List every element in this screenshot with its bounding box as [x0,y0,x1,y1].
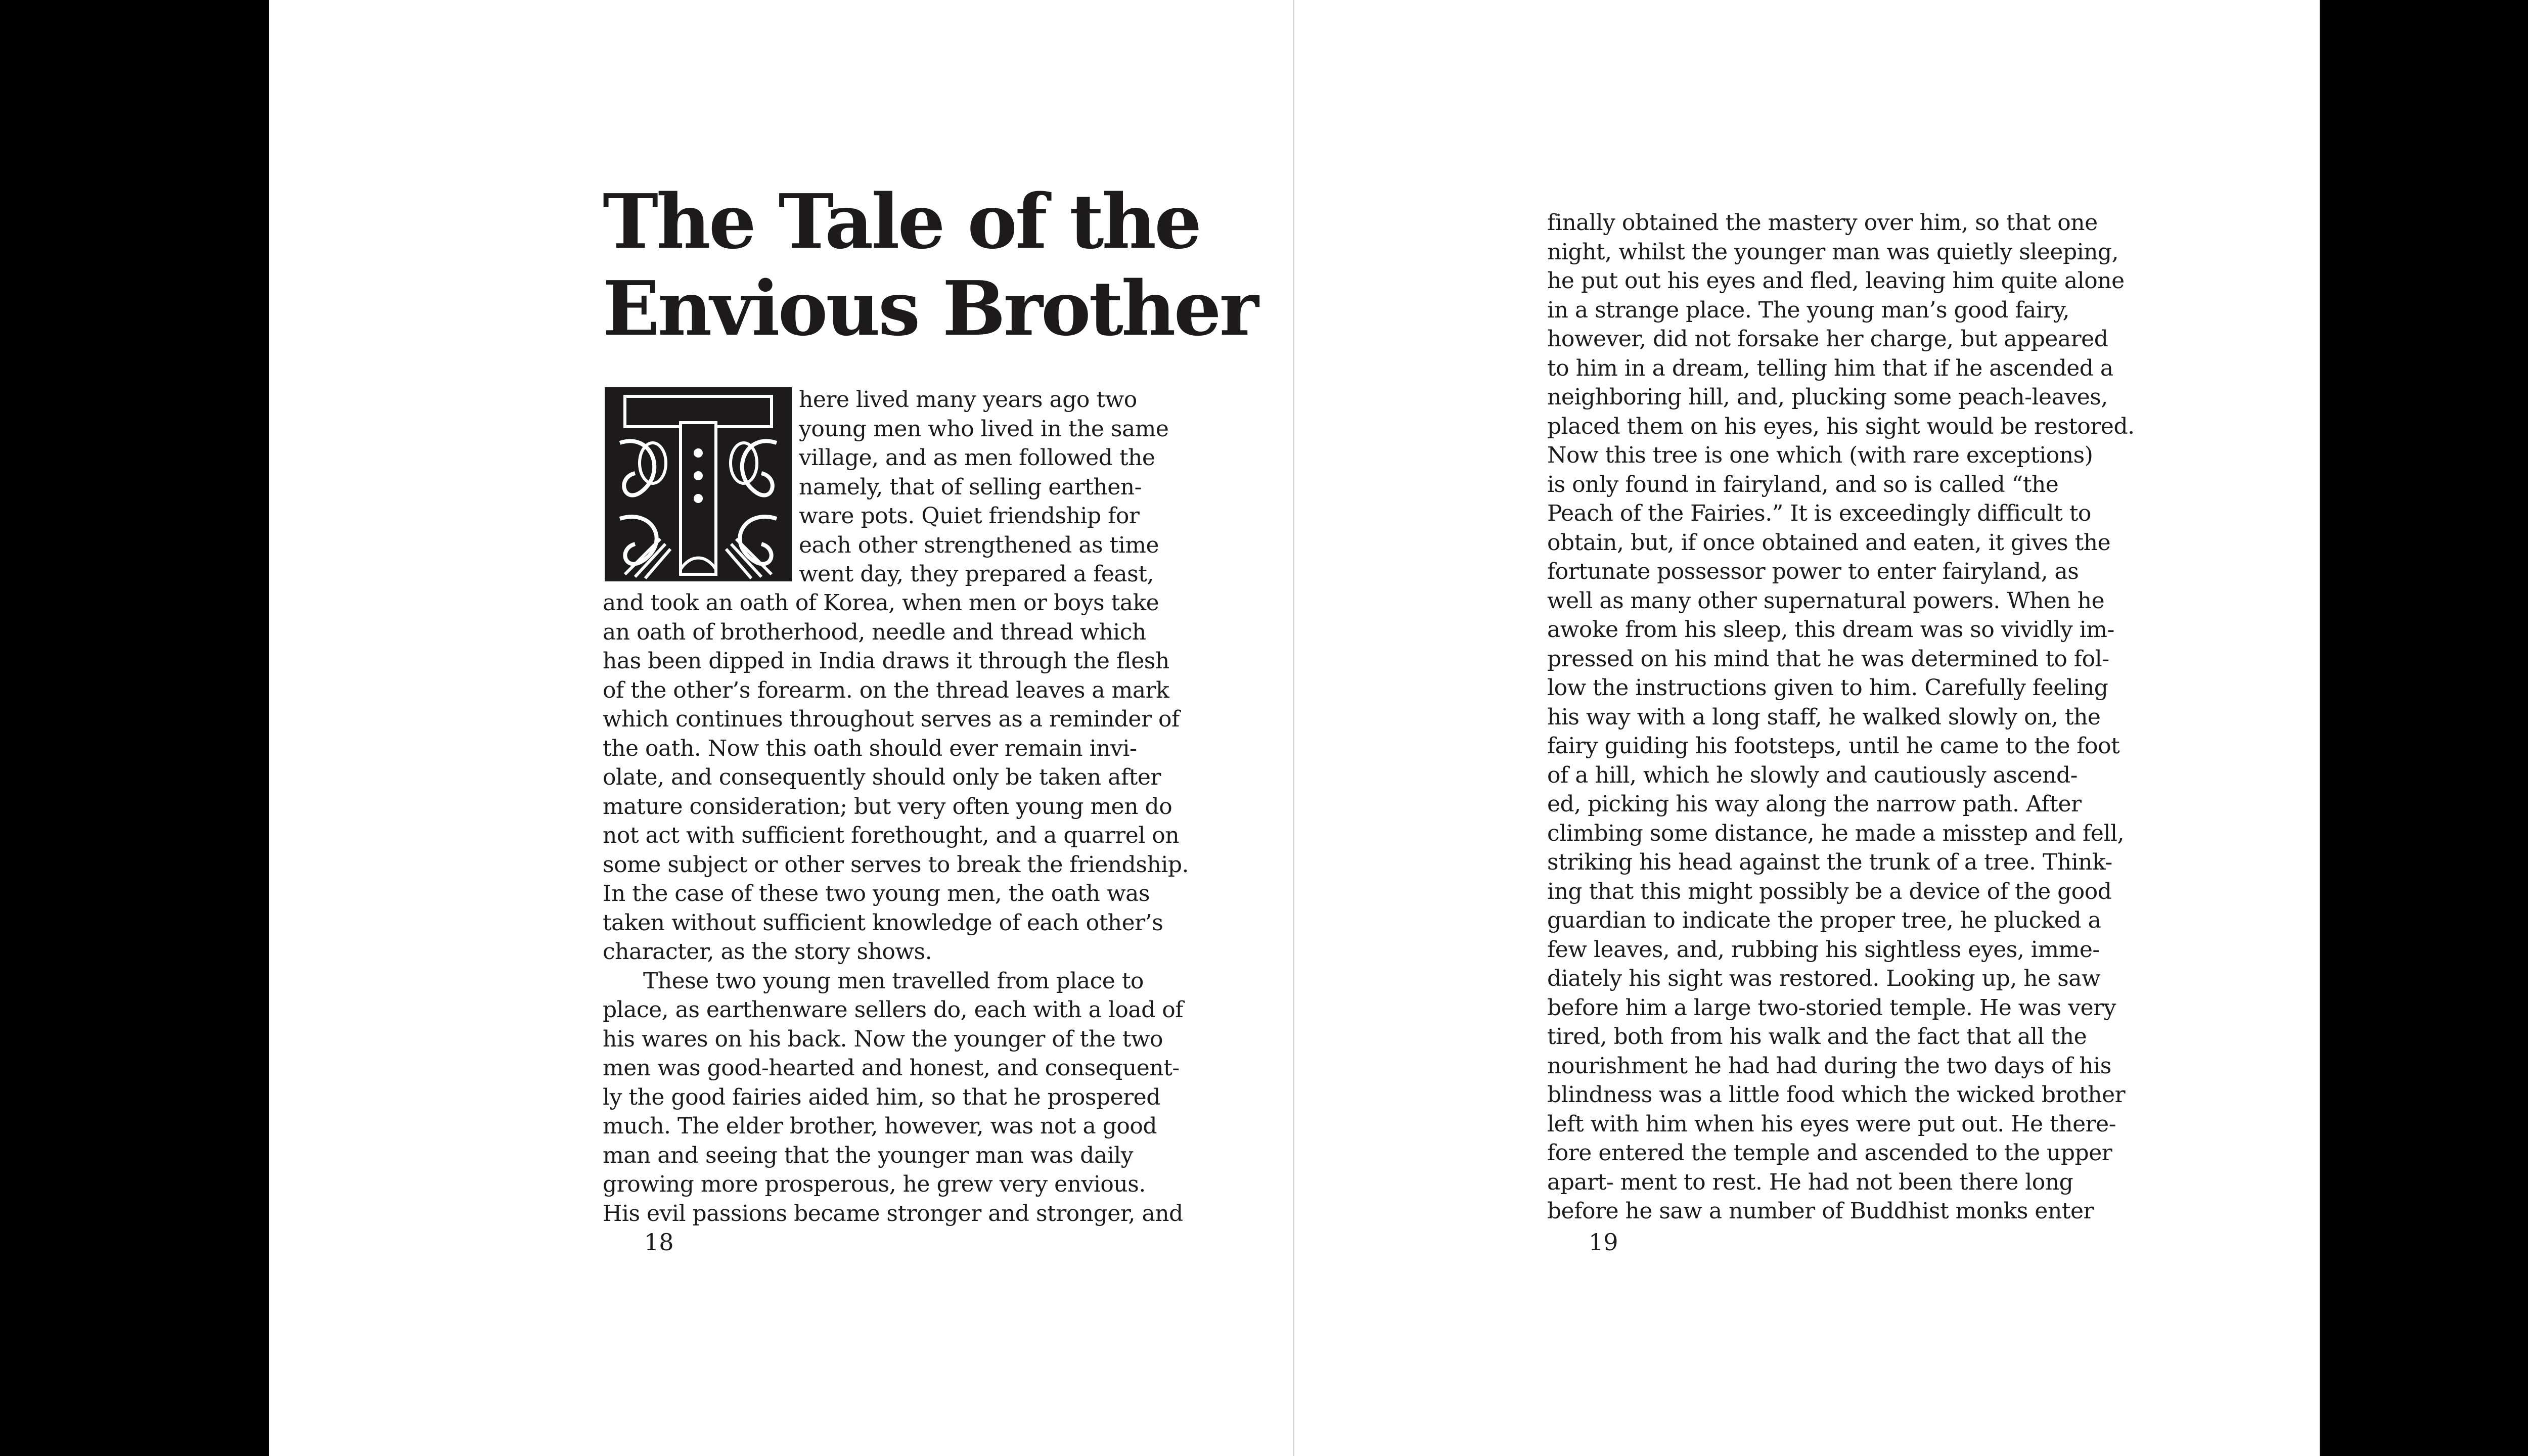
text-line: pressed on his mind that he was determined to fol- [1547,646,2109,672]
text-line: fore entered the temple and ascended to the upper [1547,1140,2112,1166]
text-line: however, did not forsake her charge, but appeared [1547,326,2108,352]
chapter-title [603,178,1257,352]
text-line: of a hill, which he slowly and cautiously ascend- [1547,762,2078,788]
text-line: here lived many years ago two [799,387,1137,413]
text-line: much. The elder brother, however, was not a good [603,1113,1157,1139]
text-line: apart- ment to rest. He had not been there long [1547,1169,2073,1195]
text-line: to him in a dream, telling him that if he ascended a [1547,355,2113,381]
text-line: low the instructions given to him. Carefully feeling [1547,675,2108,701]
text-line: each other strengthened as time [799,532,1159,558]
text-line: ing that this might possibly be a device of the good [1547,878,2112,904]
text-line: he put out his eyes and fled, leaving him quite alone [1547,268,2125,294]
text-line: is only found in fairyland, and so is called “the [1547,471,2059,497]
text-line: His evil passions became stronger and stronger, and [603,1200,1183,1226]
text-line: tired, both from his walk and the fact that all the [1547,1024,2087,1050]
text-line: night, whilst the younger man was quietly sleeping, [1547,239,2119,265]
text-line: not act with sufficient forethought, and a quarrel on [603,823,1180,848]
text-line: striking his head against the trunk of a tree. Think- [1547,849,2112,875]
text-line: growing more prosperous, he grew very envious. [603,1171,1146,1197]
text-line: young men who lived in the same [799,416,1169,442]
text-line: ly the good fairies aided him, so that he prospered [603,1084,1160,1110]
text-line: mature consideration; but very often young men do [603,793,1172,820]
text-line: fairy guiding his footsteps, until he came to the foot [1547,733,2120,759]
text-line: ed, picking his way along the narrow path. After [1547,791,2082,817]
book-spread [269,0,2320,1456]
right-page [1294,0,2320,1456]
text-line: his wares on his back. Now the younger of the two [603,1026,1163,1052]
text-line: nourishment he had had during the two days of his [1547,1053,2111,1079]
text-line: Now this tree is one which (with rare exceptions) [1547,442,2093,468]
text-line: an oath of brotherhood, needle and thread which [603,619,1146,645]
text-line: neighboring hill, and, plucking some peach-leaves, [1547,384,2108,410]
text-line: olate, and consequently should only be taken after [603,764,1161,790]
text-line: diately his sight was restored. Looking up, he saw [1547,966,2101,991]
text-line: awoke from his sleep, this dream was so vividly im- [1547,617,2114,643]
text-line: few leaves, and, rubbing his sightless eyes, imme- [1547,936,2100,963]
text-line: well as many other supernatural powers. When he [1547,587,2105,614]
text-line: his way with a long staff, he walked slowly on, the [1547,704,2101,730]
text-line: before he saw a number of Buddhist monks enter [1547,1198,2094,1224]
dropcap-paragraph-lines [799,385,1168,589]
chapter-title-line-1: The Tale of the [603,177,1200,265]
text-line: guardian to indicate the proper tree, he plucked a [1547,907,2101,933]
text-line: went day, they prepared a feast, [799,561,1154,587]
page-number-right: 19 [1589,1228,1618,1256]
text-line: climbing some distance, he made a misstep and fell, [1547,820,2125,846]
text-line: ware pots. Quiet friendship for [799,503,1140,529]
text-line: fortunate possessor power to enter fairyland, as [1547,559,2079,584]
text-line: has been dipped in India draws it through the flesh [603,648,1169,674]
text-line: man and seeing that the younger man was daily [603,1142,1134,1168]
text-line: of the other’s forearm. on the thread leaves a mark [603,677,1169,703]
left-body-text [603,588,1189,1228]
text-line: finally obtained the mastery over him, so that one [1547,210,2098,236]
text-line: and took an oath of Korea, when men or boys take [603,590,1159,616]
text-line: before him a large two-storied temple. He was very [1547,994,2116,1021]
text-line: some subject or other serves to break the friendship. [603,851,1189,878]
text-line: namely, that of selling earthen- [799,474,1142,500]
ornamental-initial-icon [605,387,792,581]
text-line: left with him when his eyes were put out. He there- [1547,1111,2116,1137]
text-line: placed them on his eyes, his sight would be restored. [1547,413,2135,439]
text-line: in a strange place. The young man’s good fairy, [1547,297,2069,323]
left-page [269,0,1293,1456]
text-line: In the case of these two young men, the oath was [603,881,1150,906]
text-line: village, and as men followed the [799,445,1155,471]
text-line: blindness was a little food which the wicked brother [1547,1082,2126,1108]
page-number-left: 18 [644,1228,674,1256]
right-body-text [1547,208,2135,1226]
text-line: taken without sufficient knowledge of each other’s [603,909,1163,936]
text-line: character, as the story shows. [603,939,932,965]
text-line: place, as earthenware sellers do, each with a load of [603,997,1184,1023]
text-line: Peach of the Fairies.” It is exceedingly difficult to [1547,500,2091,526]
text-line: obtain, but, if once obtained and eaten, it gives the [1547,529,2111,556]
chapter-title-line-2: Envious Brother [603,264,1257,352]
text-line: which continues throughout serves as a reminder of [603,706,1180,732]
decorative-initial-t [605,387,792,581]
text-line: men was good-hearted and honest, and consequent- [603,1055,1180,1081]
text-line: These two young men travelled from place to [643,968,1144,994]
text-line: the oath. Now this oath should ever remain invi- [603,735,1137,761]
